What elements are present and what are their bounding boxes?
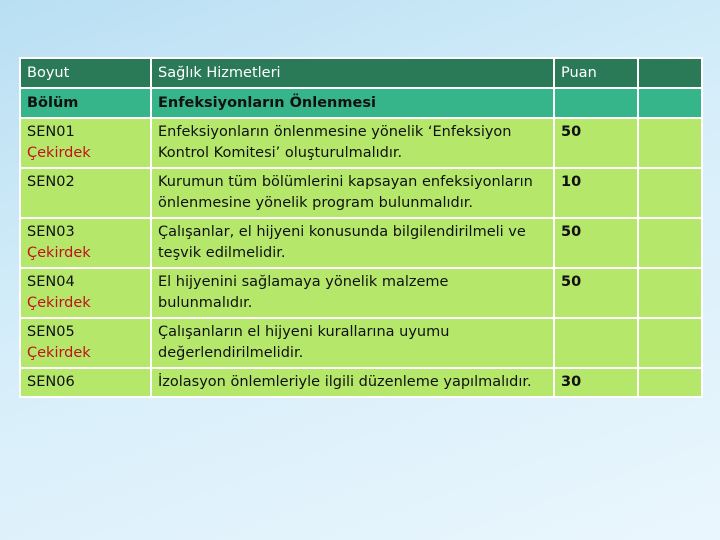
section-cell-label: Bölüm (20, 88, 151, 118)
standard-code: SEN03 (27, 224, 75, 240)
header-cell-label: Boyut (20, 58, 151, 88)
code-cell (20, 168, 151, 218)
puan-value: 10 (554, 168, 638, 218)
empty-cell (638, 168, 702, 218)
header-cell-puan: Puan (554, 58, 638, 88)
core-label: Çekirdek (27, 345, 91, 361)
header-row-bolum (20, 88, 702, 118)
standard-code: SEN02 (27, 174, 75, 190)
empty-cell (638, 268, 702, 318)
puan-value: 50 (554, 218, 638, 268)
header-row-boyut (20, 58, 702, 88)
empty-cell (638, 118, 702, 168)
standards-table (19, 57, 703, 398)
table-row (20, 118, 702, 168)
code-cell (20, 318, 151, 368)
empty-cell (638, 368, 702, 397)
code-cell (20, 368, 151, 397)
header-cell-empty (638, 58, 702, 88)
standard-text: Çalışanlar, el hijyeni konusunda bilgilendirilmeli ve teşvik edilmelidir. (151, 218, 554, 268)
table-row (20, 168, 702, 218)
section-cell-empty (638, 88, 702, 118)
table-row (20, 368, 702, 397)
code-cell (20, 268, 151, 318)
header-cell-title: Sağlık Hizmetleri (151, 58, 554, 88)
table-row (20, 268, 702, 318)
puan-value (554, 318, 638, 368)
puan-value: 30 (554, 368, 638, 397)
empty-cell (638, 218, 702, 268)
core-label: Çekirdek (27, 145, 91, 161)
puan-value: 50 (554, 268, 638, 318)
standard-text: El hijyenini sağlamaya yönelik malzeme bulunmalıdır. (151, 268, 554, 318)
section-cell-title: Enfeksiyonların Önlenmesi (151, 88, 554, 118)
puan-value: 50 (554, 118, 638, 168)
code-cell (20, 118, 151, 168)
table-row (20, 218, 702, 268)
standard-text: Çalışanların el hijyeni kurallarına uyumu değerlendirilmelidir. (151, 318, 554, 368)
core-label: Çekirdek (27, 295, 91, 311)
standard-text: Kurumun tüm bölümlerini kapsayan enfeksiyonların önlenmesine yönelik program bulunmalıdır. (151, 168, 554, 218)
standard-code: SEN01 (27, 124, 75, 140)
empty-cell (638, 318, 702, 368)
standard-code: SEN06 (27, 374, 75, 390)
standard-text: İzolasyon önlemleriyle ilgili düzenleme yapılmalıdır. (151, 368, 554, 397)
standard-code: SEN04 (27, 274, 75, 290)
standard-code: SEN05 (27, 324, 75, 340)
section-cell-puan (554, 88, 638, 118)
core-label: Çekirdek (27, 245, 91, 261)
standard-text: Enfeksiyonların önlenmesine yönelik ‘Enfeksiyon Kontrol Komitesi’ oluşturulmalıdır. (151, 118, 554, 168)
table-row (20, 318, 702, 368)
code-cell (20, 218, 151, 268)
